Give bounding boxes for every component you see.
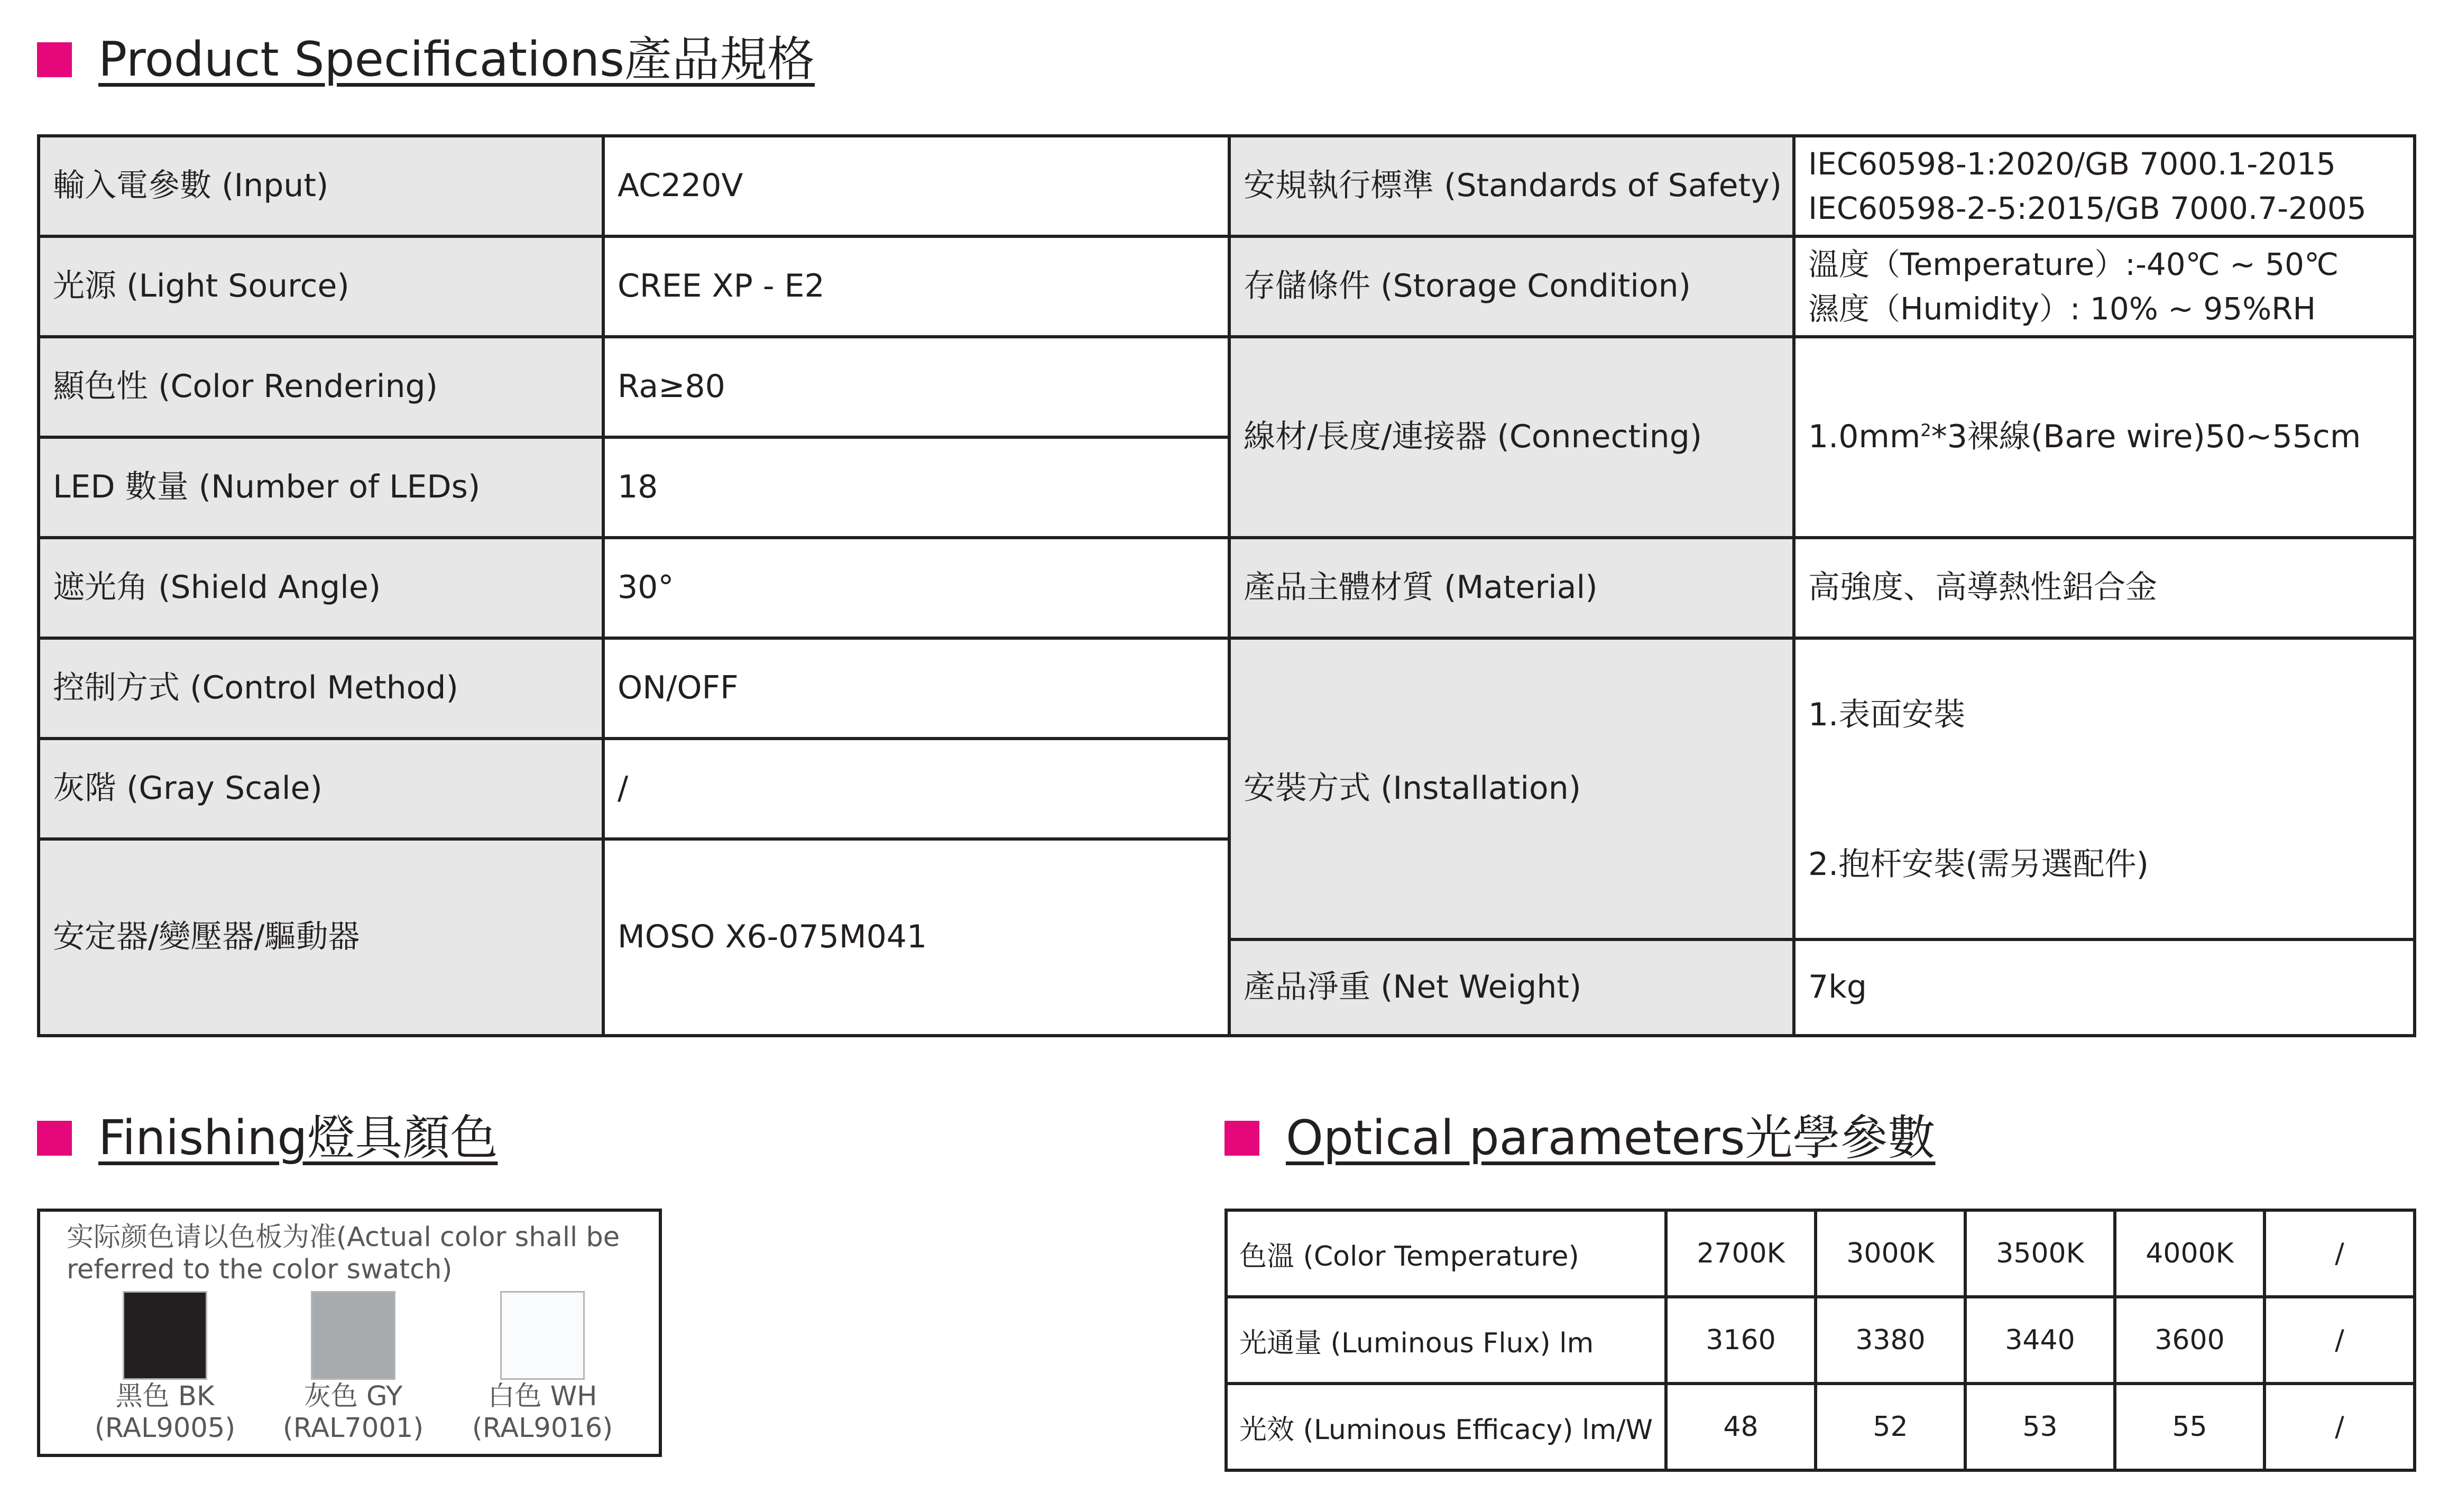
optical-cell: 3000K — [1816, 1210, 1965, 1297]
spec-label-led-count: LED 數量 (Number of LEDs) — [39, 437, 603, 538]
spec-label-gray-scale: 灰階 (Gray Scale) — [39, 739, 603, 839]
spec-label-material: 產品主體材質 (Material) — [1229, 538, 1794, 638]
spec-value-color-rendering: Ra≥80 — [603, 337, 1229, 437]
optical-cell: 48 — [1666, 1384, 1816, 1470]
finishing-box — [37, 1209, 662, 1457]
swatch-name: 黑色 BK — [115, 1381, 215, 1412]
spec-value-storage — [1794, 236, 2415, 337]
finishing-heading-text: Finishing燈具顏色 — [98, 1110, 498, 1166]
optical-cell: 2700K — [1666, 1210, 1816, 1297]
optical-cell: 3380 — [1816, 1297, 1965, 1384]
spec-value-connecting — [1794, 337, 2415, 538]
spec-label-driver: 安定器/變壓器/驅動器 — [39, 839, 603, 1036]
color-swatch-gray — [311, 1291, 395, 1380]
optical-label-efficacy: 光效 (Luminous Efficacy) lm/W — [1226, 1384, 1666, 1470]
section-marker — [1224, 1121, 1259, 1156]
spec-value-gray-scale: / — [603, 739, 1229, 839]
storage-line-2: 濕度（Humidity）: 10% ~ 95%RH — [1808, 291, 2316, 327]
color-swatch-black — [123, 1291, 207, 1380]
spec-value-installation — [1794, 638, 2415, 939]
spec-value-led-count: 18 — [603, 437, 1229, 538]
swatch-code: (RAL9016) — [472, 1413, 613, 1444]
swatch-code: (RAL9005) — [94, 1413, 236, 1444]
optical-heading-text: Optical parameters光學參數 — [1286, 1110, 1936, 1166]
spec-label-safety: 安規執行標準 (Standards of Safety) — [1229, 136, 1794, 236]
spec-heading — [37, 32, 815, 87]
table-row — [39, 136, 2415, 236]
spec-value-safety — [1794, 136, 2415, 236]
optical-cell: 3500K — [1965, 1210, 2115, 1297]
optical-cell: 53 — [1965, 1384, 2115, 1470]
optical-cell: 3440 — [1965, 1297, 2115, 1384]
optical-cell: / — [2264, 1384, 2415, 1470]
spec-label-net-weight: 產品淨重 (Net Weight) — [1229, 939, 1794, 1036]
optical-label-flux: 光通量 (Luminous Flux) lm — [1226, 1297, 1666, 1384]
safety-line-1: IEC60598-1:2020/GB 7000.1-2015 — [1808, 145, 2336, 182]
table-row — [39, 638, 2415, 739]
color-swatch-white — [500, 1291, 585, 1380]
installation-line-1: 1.表面安裝 — [1808, 696, 1966, 733]
table-row — [1226, 1210, 2415, 1297]
section-marker — [37, 42, 72, 77]
swatch-code: (RAL7001) — [282, 1413, 424, 1444]
finishing-heading — [37, 1110, 498, 1166]
finishing-note: 实际颜色请以色板为准(Actual color shall be referred to the color swatch) — [67, 1222, 620, 1286]
spec-value-net-weight: 7kg — [1794, 939, 2415, 1036]
spec-label-light-source: 光源 (Light Source) — [39, 236, 603, 337]
storage-line-1: 溫度（Temperature）:-40℃ ~ 50℃ — [1808, 246, 2339, 282]
table-row — [39, 236, 2415, 337]
spec-label-color-rendering: 顯色性 (Color Rendering) — [39, 337, 603, 437]
spec-label-connecting: 線材/長度/連接器 (Connecting) — [1229, 337, 1794, 538]
optical-heading — [1224, 1110, 1936, 1166]
swatch-name: 白色 WH — [487, 1381, 597, 1412]
spec-table — [37, 134, 2416, 1037]
optical-cell: / — [2264, 1297, 2415, 1384]
spec-heading-text: Product Specifications產品規格 — [98, 32, 815, 87]
optical-cell: 3600 — [2115, 1297, 2264, 1384]
connecting-pre: 1.0mm — [1808, 418, 1921, 456]
spec-value-light-source: CREE XP - E2 — [603, 236, 1229, 337]
connecting-post: *3裸線(Bare wire)50~55cm — [1931, 418, 2361, 456]
spec-label-storage: 存儲條件 (Storage Condition) — [1229, 236, 1794, 337]
optical-cell: 55 — [2115, 1384, 2264, 1470]
optical-cell: 52 — [1816, 1384, 1965, 1470]
spec-label-installation: 安裝方式 (Installation) — [1229, 638, 1794, 939]
spec-label-control: 控制方式 (Control Method) — [39, 638, 603, 739]
table-row — [39, 538, 2415, 638]
swatch-caption-white — [463, 1381, 622, 1444]
spec-label-shield-angle: 遮光角 (Shield Angle) — [39, 538, 603, 638]
connecting-sup: 2 — [1920, 420, 1931, 441]
spec-value-material: 高強度、高導熱性鋁合金 — [1794, 538, 2415, 638]
optical-table — [1224, 1209, 2416, 1472]
installation-line-2: 2.抱杆安裝(需另選配件) — [1808, 846, 2149, 883]
optical-cell: 3160 — [1666, 1297, 1816, 1384]
table-row — [1226, 1297, 2415, 1384]
swatch-name: 灰色 GY — [303, 1381, 403, 1412]
spec-value-input: AC220V — [603, 136, 1229, 236]
optical-label-color-temp: 色溫 (Color Temperature) — [1226, 1210, 1666, 1297]
safety-line-2: IEC60598-2-5:2015/GB 7000.7-2005 — [1808, 190, 2367, 226]
swatch-caption-gray — [274, 1381, 432, 1444]
optical-cell: 4000K — [2115, 1210, 2264, 1297]
spec-value-shield-angle: 30° — [603, 538, 1229, 638]
spec-label-input: 輸入電參數 (Input) — [39, 136, 603, 236]
optical-cell: / — [2264, 1210, 2415, 1297]
swatch-caption-black — [86, 1381, 244, 1444]
table-row — [1226, 1384, 2415, 1470]
section-marker — [37, 1121, 72, 1156]
table-row — [39, 337, 2415, 437]
spec-value-control: ON/OFF — [603, 638, 1229, 739]
spec-value-driver: MOSO X6-075M041 — [603, 839, 1229, 1036]
